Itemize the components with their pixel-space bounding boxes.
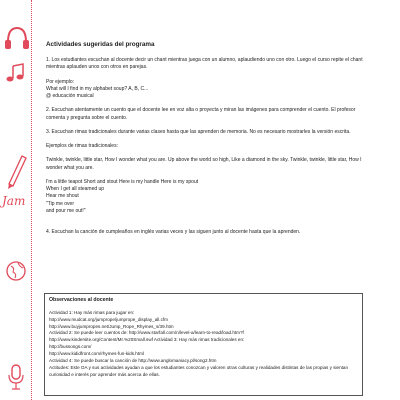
activities-section <box>46 40 364 241</box>
teacher-notes-line[interactable]: Actividad 2: Se puede leer cuentos de: http://www.starfall.com/n/level-a/learn-to-read/load.htm?f <box>49 330 244 336</box>
teacher-notes-link[interactable]: http://www.buyjumpropes.net/Jump_Rope_Rhymes_s/39.htm <box>49 323 174 329</box>
teapot-line: Hear me shout <box>46 193 79 200</box>
pencil-icon <box>3 150 29 190</box>
rhymes-label: Ejemplos de rimas tradicionales: <box>46 143 118 150</box>
twinkle-rhyme: Twinkle, twinkle, little star, How I wonder what you are. Up above the world so high, Like a diamond in the sky. Twinkle, twinkle, little star, How I wonder what you are. <box>46 157 362 171</box>
example-line-1: What will I find in my alphabet soup? A, B, C... <box>46 85 149 92</box>
teacher-notes-box <box>44 293 363 396</box>
teacher-notes-link[interactable]: http://bussongs.com/ <box>49 344 92 350</box>
section-title: Actividades sugeridas del programa <box>46 41 155 48</box>
activity-3: 3. Escuchan rimas tradicionales durante varias clases hasta que las aprenden de memoria. No es necesario mostrarles la versión escrita. <box>46 128 351 135</box>
globe-icon <box>3 258 29 284</box>
example-line-2: @ educación musical <box>46 93 94 100</box>
activity-2: 2. Escuchan atentamente un cuento que el docente lee en voz alta o proyecta y miran las imágenes para comprender el cuento. El profesor comenta y pregunta sobre el cuento. <box>46 107 356 121</box>
teapot-line: I'm a little teapot Short and stout Here is my handle Here is my spout <box>46 178 199 185</box>
teacher-notes-link[interactable]: http://www.kididfront.com/rhymes-fun-kids.html <box>49 351 144 357</box>
teapot-line: and pour me out!" <box>46 207 86 214</box>
teacher-notes-line[interactable]: http://www.kindersite.org/Content/Mr.%20Small.swf Actividad 3: Hay más rimas tradicionales en: <box>49 337 245 343</box>
headphones-icon <box>3 22 31 56</box>
teacher-notes-title: Observaciones al docente <box>49 297 114 303</box>
margin-jam-label: Jam <box>2 194 26 208</box>
teacher-notes-line[interactable]: Actividad 4: Se puede buscar la canción de http://www.anglomaniacy.pl/song2.htm <box>49 358 217 364</box>
teapot-rhyme <box>46 179 364 215</box>
teapot-line: When I get all steamed up <box>46 186 105 193</box>
activity-4: 4. Escuchan la canción de cumpleaños en inglés varias veces y las siguen junto al docente hasta que la aprenden. <box>46 229 301 236</box>
teapot-line: "Tip me over <box>46 200 74 207</box>
teacher-notes-link[interactable]: http://www.mudcat.org/jumprope/jumprope_display_all.cfm <box>49 316 168 322</box>
example-label: Por ejemplo: <box>46 78 75 85</box>
activity-1: 1. Los estudiantes escuchan al docente decir un chant mientras juega con un alumno, aplaudiendo uno con otro. Luego el curso repite el chant mientras aplauden unos con otros en parejas. <box>46 57 363 71</box>
teacher-notes-attitudes: Actitudes: Este OA y sus actividades ayudan a que los estudiantes conozcan y valoren otras culturas y realidades distintas de las propias y sientan curiosidad e interés por aprender más acerca de ellas. <box>49 364 349 377</box>
music-note-icon <box>3 62 29 84</box>
decorative-margin <box>0 0 34 400</box>
dotted-margin-line <box>31 0 32 400</box>
microphone-icon <box>3 362 29 394</box>
teacher-notes-line: Actividad 1: Hay más rimas para jugar en: <box>49 309 135 315</box>
